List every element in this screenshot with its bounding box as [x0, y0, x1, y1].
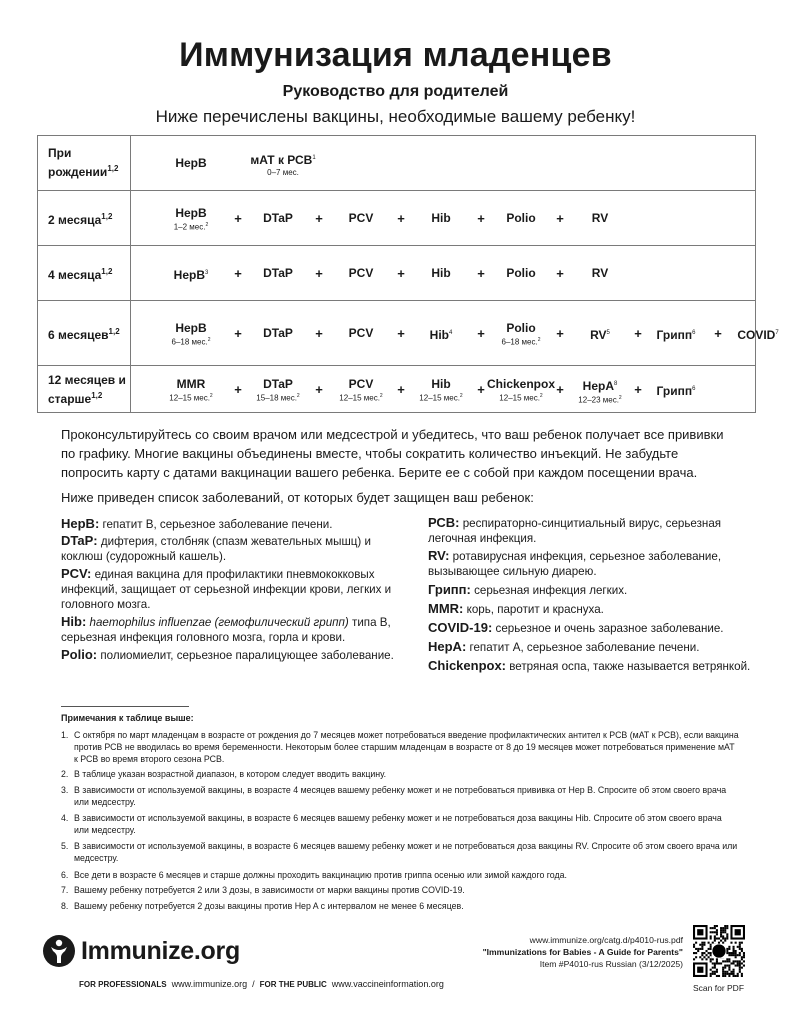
- vaccine-name: HepB: [175, 155, 207, 170]
- vaccine-cell: [502, 321, 541, 348]
- plus-sign: +: [556, 325, 564, 341]
- disease-term: MMR:: [428, 601, 464, 616]
- vaccine-cell: [592, 266, 608, 280]
- vaccine-cell: [487, 377, 555, 404]
- vaccine-cell: [174, 206, 209, 233]
- vaccine-name: Грипп$^6$: [656, 383, 696, 398]
- note-text: В зависимости от используемой вакцины, в возрасте 4 месяцев вашему ребенку может и не потребоваться прививка от Hep B. Спросите об этом своего врача или медсестру.: [74, 785, 727, 807]
- vaccine-footnote: 8: [613, 380, 618, 387]
- vaccine-cell: [263, 266, 293, 280]
- vaccine-name: Polio: [506, 210, 536, 225]
- vaccine-name: HepA$^8$: [582, 378, 618, 393]
- vaccine-footnote: 1: [312, 154, 316, 161]
- pro-link[interactable]: www.immunize.org: [171, 979, 248, 989]
- disease-italic: haemophilus influenzae (гемофилический грипп): [89, 616, 349, 629]
- disease-term: Chickenpox:: [428, 658, 507, 673]
- footer-links: [79, 979, 444, 989]
- vaccine-name: Polio: [506, 320, 536, 335]
- age-footnote: 1,2: [107, 164, 119, 173]
- vaccine-cell: [349, 326, 374, 340]
- vaccine-name: $RV^5$: [590, 327, 610, 342]
- doc-url[interactable]: www.immunize.org/catg.d/p4010-rus.pdf: [529, 935, 683, 945]
- public-label: FOR THE PUBLIC: [259, 980, 327, 989]
- disease-item: [61, 614, 396, 645]
- range-footnote: 2: [205, 221, 209, 228]
- disease-desc: ротавирусная инфекция, серьезное заболевание, вызывающее сильную диарею.: [428, 550, 722, 578]
- vaccine-footnote: 5: [606, 329, 610, 336]
- vaccine-name: DTaP: [263, 210, 293, 225]
- note-text: Вашему ребенку потребуется 2 или 3 дозы, в зависимости от марки вакцины против COVID-19.: [74, 885, 465, 895]
- vaccine-cell: [506, 211, 535, 225]
- disease-term: HepA:: [428, 639, 467, 654]
- disease-term: Грипп:: [428, 582, 471, 597]
- disease-item: [428, 620, 758, 636]
- disease-desc: типа B, серьезная инфекция головного мозга, горла и крови.: [61, 616, 391, 644]
- plus-sign: +: [234, 381, 242, 397]
- disease-desc: гепатит A, серьезное заболевание печени.: [469, 641, 700, 654]
- plus-sign: +: [234, 265, 242, 281]
- note-number: 8.: [61, 901, 69, 911]
- vaccine-cell: [506, 266, 535, 280]
- vaccine-cell: [263, 211, 293, 225]
- disease-term: Polio:: [61, 647, 98, 662]
- vaccine-cell: [263, 326, 293, 340]
- plus-sign: +: [234, 210, 242, 226]
- note-text: С октября по март младенцам в возрасте от рождения до 7 месяцев может потребоваться введение профилактических антител к РСВ (мАТ к РСВ), если вакцина против РСВ не вводилась во время беременности. Некоторым более старшим младенцам в возрасте от 8 до 19 месяцев может потребоваться применение мАТ к РСВ во время второго сезона РСВ.: [74, 730, 739, 764]
- vaccine-name: мАТ к РСВ$^1$: [250, 152, 316, 167]
- vaccine-name: PCV: [348, 265, 374, 280]
- age-label: [38, 136, 131, 190]
- vaccine-name: HepB: [175, 320, 207, 335]
- plus-sign: +: [397, 210, 405, 226]
- note-number: 2.: [61, 769, 69, 779]
- plus-sign: +: [477, 381, 485, 397]
- vaccine-age-range: 12–15 мес.$^2$: [419, 392, 463, 403]
- age-text: При рождении$^{1,2}$: [48, 146, 119, 179]
- plus-sign: +: [556, 265, 564, 281]
- schedule-row: [38, 301, 779, 366]
- vaccine-footnote: 4: [449, 329, 453, 336]
- plus-sign: +: [397, 325, 405, 341]
- disease-item: [61, 533, 396, 564]
- vaccine-cell: [175, 156, 206, 170]
- vaccine-name: COVID$^7$: [737, 327, 779, 342]
- disease-item: [428, 548, 758, 579]
- range-footnote: 2: [209, 392, 213, 399]
- disease-item: [428, 658, 758, 674]
- vaccine-cell: [657, 382, 696, 398]
- note-number: 1.: [61, 730, 69, 740]
- disease-desc: гепатит B, серьезное заболевание печени.: [102, 518, 333, 531]
- disease-item: [428, 601, 758, 617]
- range-footnote: 2: [618, 394, 622, 401]
- vaccine-cell: [657, 326, 696, 342]
- schedule-row: [38, 246, 755, 301]
- plus-sign: +: [234, 325, 242, 341]
- age-text: 2 месяца$^{1,2}$: [48, 211, 113, 227]
- plus-sign: +: [477, 210, 485, 226]
- disease-term: DTaP:: [61, 533, 98, 548]
- vaccine-cell: [431, 211, 450, 225]
- range-footnote: 2: [379, 392, 383, 399]
- logo-text: Immunize.org: [81, 936, 240, 965]
- vaccine-cell: [431, 266, 450, 280]
- age-label: [38, 366, 131, 413]
- vaccine-cell: [430, 326, 453, 342]
- schedule-row: [38, 136, 755, 191]
- vaccine-cell: [590, 326, 610, 342]
- schedule-row: [38, 366, 755, 413]
- disease-desc: серьезная инфекция легких.: [474, 584, 628, 597]
- vaccine-age-range: 15–18 мес.$^2$: [256, 392, 300, 403]
- immunize-logo: [41, 933, 240, 969]
- vaccine-age-range: 12–23 мес.$^2$: [578, 394, 622, 405]
- pro-label: FOR PROFESSIONALS: [79, 980, 167, 989]
- vaccine-cell: [339, 377, 382, 404]
- vaccine-name: Chickenpox: [486, 376, 556, 391]
- age-label: [38, 301, 131, 365]
- disease-item: [61, 566, 396, 612]
- vaccine-cell: [250, 151, 315, 178]
- disease-desc: единая вакцина для профилактики пневмококковых инфекций, защищает от серьезной инфекции крови, легких и головного мозга.: [61, 568, 392, 611]
- range-footnote: 2: [539, 392, 543, 399]
- page-subtitle: Руководство для родителей: [282, 83, 509, 100]
- plus-sign: +: [556, 381, 564, 397]
- vaccine-cell: [172, 321, 211, 348]
- vaccine-name: DTaP: [263, 376, 293, 391]
- disease-desc: дифтерия, столбняк (спазм жевательных мышц) и коклюш (судорожный кашель).: [61, 535, 371, 563]
- vaccine-name: RV: [591, 265, 609, 280]
- note-number: 5.: [61, 841, 69, 851]
- age-label: [38, 191, 131, 245]
- vaccine-footnote: 3: [205, 269, 209, 276]
- disease-item: [428, 639, 758, 655]
- vaccine-age-range: 12–15 мес.$^2$: [499, 392, 543, 403]
- plus-sign: +: [477, 265, 485, 281]
- range-footnote: 2: [296, 392, 300, 399]
- vaccine-name: Hib: [431, 210, 451, 225]
- note-number: 7.: [61, 885, 69, 895]
- advice-paragraph: Проконсультируйтесь со своим врачом или медсестрой и убедитесь, что ваш ребенок получает все прививки по графику. Многие вакцины объединены вместе, чтобы сократить количество инъекций. Не забудьте попросить карту с датами вакцинации вашего ребенка. Берите ее с собой при каждом посещении врача.: [61, 427, 724, 480]
- vaccine-cell: [592, 211, 608, 225]
- plus-sign: +: [634, 325, 642, 341]
- vaccine-name: Polio: [506, 265, 536, 280]
- diseases-intro: Ниже приведен список заболеваний, от которых будет защищен ваш ребенок:: [61, 490, 534, 505]
- note-text: Все дети в возрасте 6 месяцев и старше должны проходить вакцинацию против гриппа осенью или зимой каждого года.: [74, 870, 567, 880]
- plus-sign: +: [634, 381, 642, 397]
- disease-term: RV:: [428, 548, 450, 563]
- range-footnote: 2: [459, 392, 463, 399]
- range-footnote: 2: [537, 336, 541, 343]
- vaccine-name: PCV: [348, 376, 374, 391]
- disease-item: [428, 515, 758, 546]
- vaccine-name: RV: [591, 210, 609, 225]
- plus-sign: +: [477, 325, 485, 341]
- note-number: 6.: [61, 870, 69, 880]
- doc-title: "Immunizations for Babies - A Guide for Parents": [482, 947, 683, 957]
- note-number: 3.: [61, 785, 69, 795]
- vaccine-cell: [419, 377, 462, 404]
- plus-sign: +: [397, 381, 405, 397]
- age-text: 6 месяцев$^{1,2}$: [48, 326, 120, 342]
- doc-item: Item #P4010-rus Russian (3/12/2025): [539, 959, 683, 969]
- vaccine-name: PCV: [348, 210, 374, 225]
- note-text: В зависимости от используемой вакцины, в возрасте 6 месяцев вашему ребенку может и не потребоваться доза вакцины RV. Спросите об этом своего врача или медсестру.: [74, 841, 738, 863]
- disease-desc: корь, паротит и краснуха.: [466, 603, 604, 616]
- disease-term: COVID-19:: [428, 620, 493, 635]
- vaccine-age-range: 6–18 мес.$^2$: [171, 336, 211, 347]
- vaccine-name: Hib$^4$: [429, 327, 453, 342]
- disease-term: РСВ:: [428, 515, 460, 530]
- vaccine-name: HepB$^3$: [173, 267, 209, 282]
- age-footnote: 1,2: [91, 390, 103, 400]
- vaccine-cell: [169, 377, 212, 404]
- notes-divider: [61, 706, 189, 707]
- vaccine-name: DTaP: [263, 265, 293, 280]
- disease-item: [428, 582, 758, 598]
- range-footnote: 2: [207, 336, 211, 343]
- qr-caption: Scan for PDF: [693, 983, 745, 993]
- vaccine-schedule-table: [37, 135, 779, 413]
- disease-desc: серьезное и очень заразное заболевание.: [495, 622, 724, 635]
- age-footnote: 1,2: [108, 326, 120, 336]
- disease-item: [61, 516, 396, 532]
- plus-sign: +: [397, 265, 405, 281]
- age-footnote: 1,2: [101, 266, 113, 276]
- plus-sign: +: [315, 381, 323, 397]
- note-text: В таблице указан возрастной диапазон, в котором следует вводить вакцину.: [74, 769, 387, 779]
- vaccine-name: PCV: [348, 325, 374, 340]
- plus-sign: +: [315, 210, 323, 226]
- vaccine-name: MMR: [176, 376, 206, 391]
- vaccine-age-range: 0–7 мес.: [267, 167, 299, 177]
- vaccine-footnote: 6: [692, 385, 696, 392]
- vaccine-cell: [174, 266, 209, 282]
- vaccine-name: Грипп$^6$: [656, 327, 696, 342]
- disease-desc: полиомиелит, серьезное паралицующее заболевание.: [100, 649, 394, 662]
- vaccine-age-range: 1–2 мес.$^2$: [173, 221, 209, 232]
- note-text: В зависимости от используемой вакцины, в возрасте 6 месяцев вашему ребенку может и не потребоваться доза вакцины Hib. Спросите об этом своего врача или медсестру.: [74, 813, 722, 835]
- disease-item: [61, 647, 396, 663]
- vaccine-cell: [578, 377, 621, 406]
- notes-title: Примечания к таблице выше:: [61, 713, 194, 723]
- vaccine-name: Hib: [431, 265, 451, 280]
- age-footnote: 1,2: [101, 211, 113, 221]
- age-text: 12 месяцев и старше$^{1,2}$: [48, 372, 126, 406]
- disease-desc: ветряная оспа, также называется ветрянкой.: [509, 660, 751, 673]
- vaccine-footnote: 6: [692, 329, 696, 336]
- vaccine-cell: [256, 377, 299, 404]
- footer-separator: /: [252, 979, 255, 989]
- plus-sign: +: [315, 265, 323, 281]
- vaccine-name: HepB: [175, 205, 207, 220]
- disease-term: Hib:: [61, 614, 87, 629]
- note-number: 4.: [61, 813, 69, 823]
- immunize-logo-icon: [41, 933, 77, 969]
- age-label: [38, 246, 131, 300]
- disease-term: PCV:: [61, 566, 92, 581]
- age-text: 4 месяца$^{1,2}$: [48, 266, 113, 282]
- intro-text: Ниже перечислены вакцины, необходимые вашему ребенку!: [155, 107, 636, 126]
- vaccine-age-range: 12–15 мес.$^2$: [169, 392, 213, 403]
- plus-sign: +: [714, 325, 722, 341]
- plus-sign: +: [315, 325, 323, 341]
- vaccine-cell: [349, 266, 374, 280]
- disease-term: HepB:: [61, 516, 100, 531]
- vaccine-age-range: 12–15 мес.$^2$: [339, 392, 383, 403]
- vaccine-name: Hib: [431, 376, 451, 391]
- schedule-row: [38, 191, 755, 246]
- vaccine-footnote: 7: [775, 329, 779, 336]
- vaccine-cell: [349, 211, 374, 225]
- vaccine-name: DTaP: [263, 325, 293, 340]
- plus-sign: +: [556, 210, 564, 226]
- vaccine-cell: [737, 326, 778, 342]
- vaccine-age-range: 6–18 мес.$^2$: [501, 336, 541, 347]
- qr-code-icon[interactable]: [693, 925, 745, 977]
- public-link[interactable]: www.vaccineinformation.org: [331, 979, 444, 989]
- note-text: Вашему ребенку потребуется 2 дозы вакцины против Hep A с интервалом не менее 6 месяцев.: [74, 901, 464, 911]
- disease-desc: респираторно-синцитиальный вирус, серьезная легочная инфекция.: [428, 517, 722, 545]
- page-title: Иммунизация младенцев: [179, 36, 612, 74]
